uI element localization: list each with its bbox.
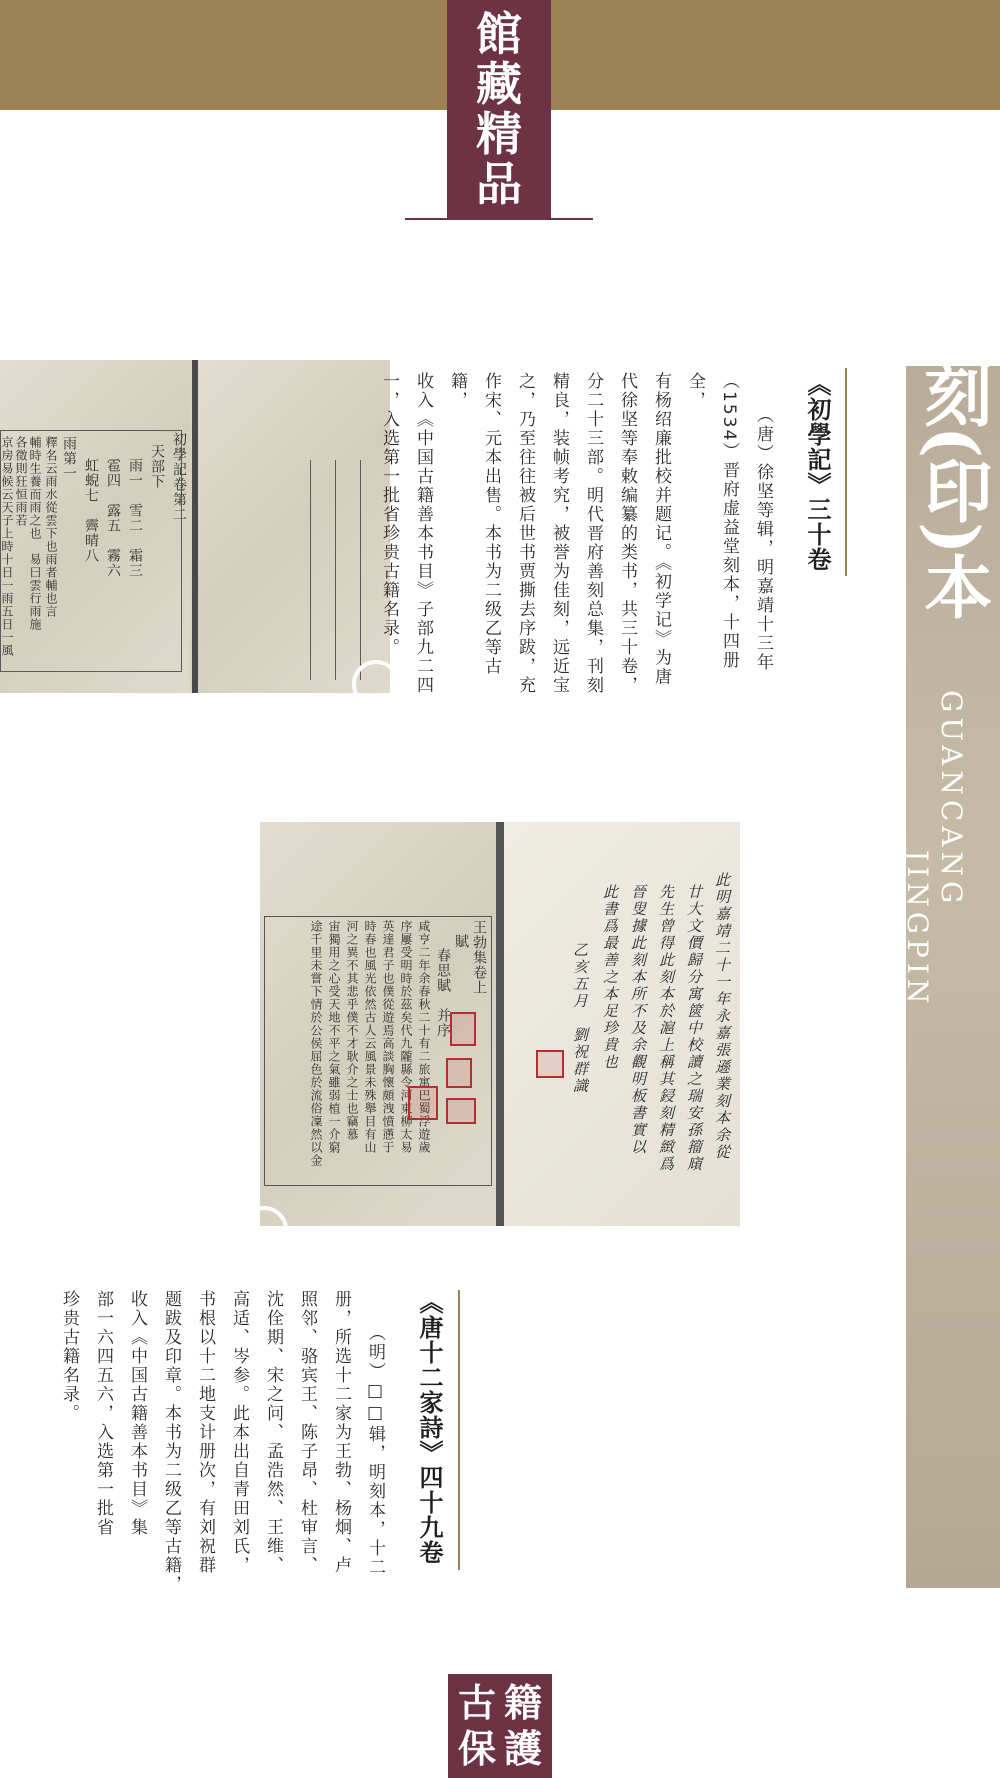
side-latin-jingpin: JINGPIN: [901, 850, 934, 1009]
handwritten-col: 乙亥五月 劉祝群識: [571, 942, 589, 1095]
entry1-title: 《初學記》三十卷: [803, 372, 832, 572]
book-spine: [496, 822, 504, 1226]
print-col: 咸亨二年余春秋二十有二旅寓巴蜀浮遊歲: [417, 920, 431, 1154]
red-seal: [536, 1050, 564, 1078]
entry2-line: 部一六四五六，入选第一批省: [93, 1290, 113, 1537]
collection-title-block: [447, 0, 551, 218]
seal-char: 古: [457, 1680, 496, 1725]
entry2-line: 题跋及印章。本书为二级乙等古籍，: [161, 1290, 181, 1594]
title-char-2: 藏: [476, 57, 522, 111]
print-col: 各徵則狂恒雨若: [14, 436, 28, 527]
print-col: 輔時生養而雨之也 易曰雲行雨施: [28, 436, 42, 631]
red-seal: [450, 1012, 476, 1046]
print-col: 天部下: [149, 444, 165, 489]
title-char-4: 品: [476, 157, 522, 211]
entry1-line: 代徐坚等奉敕编纂的类书，共三十卷，: [617, 372, 637, 695]
entry1-accent-bar: [845, 368, 847, 576]
print-col: 雨一 雪二 霜三: [127, 458, 143, 578]
book-photo-tang-twelve-poets: [260, 822, 740, 1226]
seal-char: 保: [457, 1726, 496, 1771]
entry1-line: 一，入选第一批省珍贵古籍名录。: [379, 372, 399, 657]
print-frame: [264, 916, 492, 1186]
entry2-line: 收入《中国古籍善本书目》集: [127, 1290, 147, 1537]
seal-char: 籍: [503, 1680, 542, 1725]
red-seal: [408, 1086, 438, 1120]
print-col: 宙獨用之心受天地不平之氣雖弱植一介窮: [327, 920, 341, 1154]
red-seal: [446, 1058, 472, 1088]
print-col: 京房易候云天子上時十日一雨五日一風: [0, 436, 14, 657]
print-col: 時春也風光依然古人云風景未殊舉目有山: [363, 920, 377, 1154]
entry2-line: 珍贵古籍名录。: [59, 1290, 79, 1423]
print-col: 春思賦 并序: [435, 948, 451, 1038]
entry1-line: 之，乃至往往被后世书贾撕去序跋，充: [515, 372, 535, 695]
print-col: 釋名云雨水從雲下也雨者輔也言: [44, 436, 58, 618]
entry1-line: 分二十三部。明代晋府善刻总集，刊刻: [583, 372, 603, 695]
column-rule: [335, 460, 336, 680]
title-underline: [405, 218, 593, 220]
entry2-line: 书根以十二地支计册次，有刘祝群: [195, 1290, 215, 1575]
handwritten-col: 廿大文價歸分寓篋中校讀之瑞安孫籀廎: [685, 884, 703, 1173]
seal-char: 護: [503, 1726, 542, 1771]
entry1-line: 收入《中国古籍善本书目》子部九二四: [413, 372, 433, 695]
print-col: 賦: [453, 934, 469, 949]
entry1-line: 精良，装帧考究，被誉为佳刻，远近宝: [549, 372, 569, 695]
print-col: 序屢受明時於茲矣代九隴縣令河東柳太易: [399, 920, 413, 1154]
title-char-3: 精: [476, 107, 522, 161]
print-col: 英達君子也僕從遊焉高談胸懷頗洩憤懣于: [381, 920, 395, 1154]
print-col: 王勃集卷上: [471, 920, 487, 995]
red-seal: [446, 1098, 476, 1124]
print-col: 河之異不其悲乎僕不才耿介之士也竊慕: [345, 920, 359, 1141]
entry1-line: 有杨绍廉批校并题记。《初学记》为唐: [651, 372, 671, 687]
entry2-line: 沈佺期、宋之问、孟浩然、王维、: [263, 1290, 283, 1575]
entry2-line: （明）□□辑，明刻本，十二: [365, 1324, 385, 1577]
side-latin-guancang: GUANCANG: [935, 690, 968, 909]
book-photo-chuxueji: [0, 360, 390, 693]
side-category-label: 刻(印)本: [913, 360, 993, 619]
print-col: 雹四 露五 霧六: [105, 458, 121, 578]
entry2-accent-bar: [458, 1290, 460, 1570]
column-rule: [360, 460, 361, 680]
print-col: 雨第一: [61, 436, 77, 481]
entry2-line: 册，所选十二家为王勃、杨炯、卢: [331, 1290, 351, 1575]
entry1-line: （唐）徐坚等辑，明嘉靖十三年: [753, 406, 773, 672]
entry2-title: 《唐十二家詩》四十九卷: [415, 1290, 444, 1565]
handwritten-col: 先生曾得此刻本於滬上稱其鋟刻精緻爲: [657, 884, 675, 1173]
print-col: 途千里未嘗下情於公侯屈色於流俗凜然以金: [309, 920, 323, 1167]
print-col: 虹蜺七 霽晴八: [83, 458, 99, 563]
handwritten-col: 此明嘉靖二十一年永嘉張遜業刻本余從: [713, 872, 731, 1161]
entry2-line: 高适、岑参。此本出自青田刘氏，: [229, 1290, 249, 1575]
book-right-page: [198, 360, 390, 693]
handwritten-col: 此書爲最善之本足珍貴也: [601, 884, 619, 1071]
entry2-description: [59, 1290, 392, 1620]
print-col: 初學記卷第二: [171, 432, 187, 522]
entry2-line: 照邻、骆宾王、陈子昂、杜审言、: [297, 1290, 317, 1575]
column-rule: [310, 460, 311, 680]
footer-seal-logo: [448, 1674, 552, 1778]
title-char-1: 館: [476, 7, 522, 61]
book-spine: [192, 360, 198, 693]
handwritten-col: 晉叟據此刻本所不及余觀明板書實以: [629, 884, 647, 1156]
entry1-line: 作宋、元本出售。本书为二级乙等古籍，: [447, 372, 501, 676]
entry1-description: [379, 372, 780, 707]
entry1-line: （1534）晋府虚益堂刻本，十四册全，: [685, 372, 739, 671]
